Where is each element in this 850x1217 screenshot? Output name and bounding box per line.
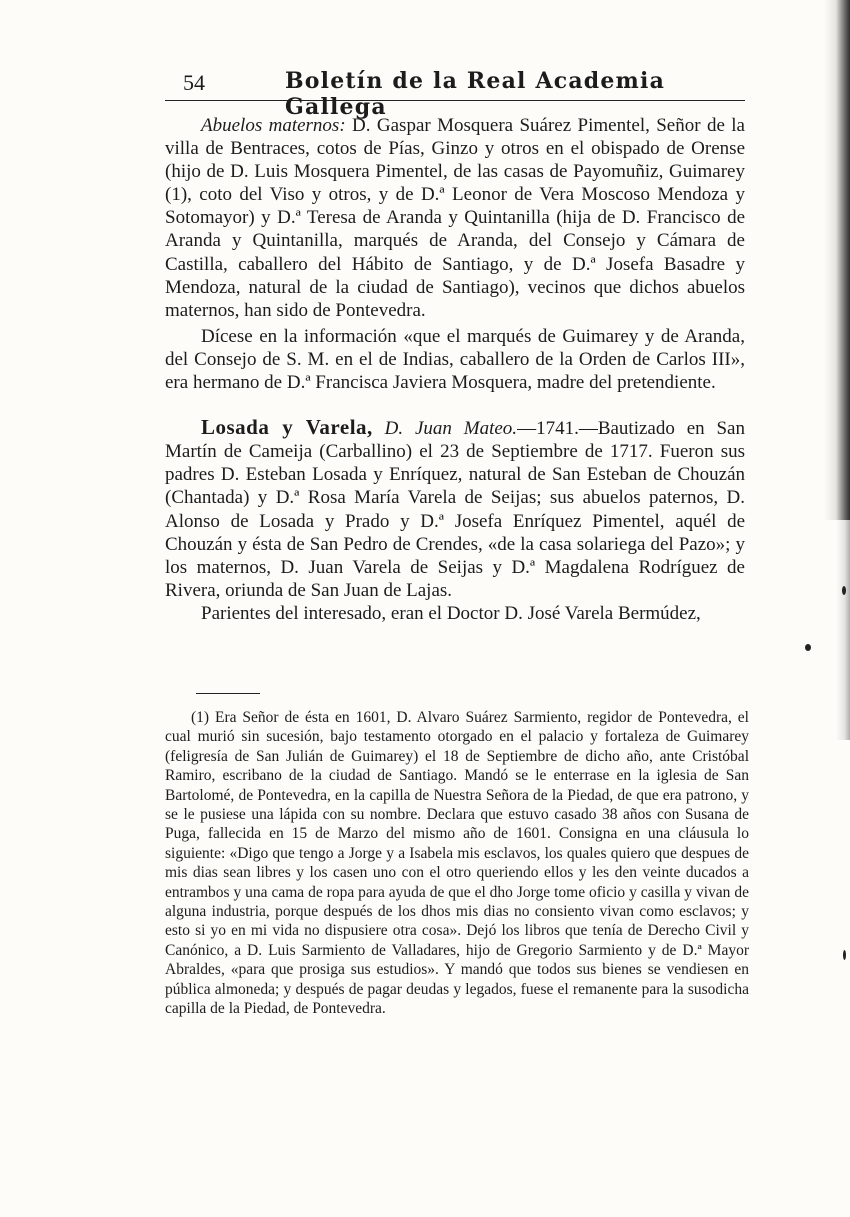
main-text bbox=[165, 114, 745, 625]
paragraph-text: Parientes del interesado, eran el Doctor D. José Varela Bermúdez, bbox=[201, 602, 701, 624]
footnote-text: (1) Era Señor de ésta en 1601, D. Alvaro Suárez Sarmiento, regidor de Pontevedra, el cual murió sin sucesión, bajo testamento otorgado en el palacio y fortaleza de Guimarey (feligresía de San Julián de Guimarey) el 18 de Septiembre de dicho año, ante Cristóbal Ramiro, escribano de la ciudad de Santiago. Mandó se le enterrase en la iglesia de San Bartolomé, de Pontevedra, en la capilla de Nuestra Señora de la Piedad, de que era patrono, y se le pusiese una lápida con su nombre. Declara que estuvo casado 38 años con Susana de Puga, fallecida en 15 de Marzo del mismo año de 1601. Consigna en una cláusula lo siguiente: «Digo que tengo a Jorge y a Isabela mis esclavos, los quales quiero que despues de mis dias sean libres y los casen uno con el otro queriendo ellos y les den veinte ducados a entrambos y una cama de ropa para ayuda de que el dho Jorge tome oficio y casilla y vivan de alguna industria, porque después de los dhos mis dias no consiento vivan como esclavos; y esto si yo en mi vida no dispusiere otra cosa». Dejó los libros que tenía de Derecho Civil y Canónico, a D. Luis Sarmiento de Valladares, hijo de Gregorio Sarmiento y de D.ª Mayor Abraldes, «para que prosiga sus estudios». Y mandó que todos sus bienes se vendiesen en pública almoneda; y después de pagar deudas y legados, fuese el remanente para la susodicha capilla de la Piedad, de Pontevedra. bbox=[165, 709, 749, 1018]
running-head: Boletín de la Real Academia Gallega bbox=[285, 68, 666, 120]
paragraph-relatives bbox=[165, 602, 745, 625]
page-number: 54 bbox=[183, 70, 205, 95]
entry-losada-varela bbox=[165, 416, 745, 602]
page-edge-shadow bbox=[824, 0, 850, 520]
ink-speck bbox=[805, 644, 811, 651]
paragraph-text: Dícese en la información «que el marqués de Guimarey y de Aranda, del Consejo de S. M. en el de Indias, caballero de la Orden de Carlos III», era hermano de D.ª Francisca Javiera Mosquera, madre del pretendiente. bbox=[165, 325, 745, 394]
ink-speck bbox=[842, 586, 846, 595]
entry-name: D. Juan Mateo. bbox=[384, 418, 518, 440]
paragraph-text: D. Gaspar Mosquera Suárez Pimentel, Señor de la villa de Bentraces, cotos de Pías, Ginzo y otros en el obispado de Orense (hijo de D. Luis Mosquera Pimentel, de las casas de Payomuñiz, Guimarey (1), coto del Viso y otros, y de D.ª Leonor de Vera Moscoso Mendoza y Sotomayor) y D.ª Teresa de Aranda y Quintanilla (hija de D. Francisco de Aranda y Quintanilla, marqués de Aranda, del Consejo y Cámara de Castilla, caballero del Hábito de Santiago, y de D.ª Josefa Basadre y Mendoza, natural de la ciudad de Santiago), vecinos que dichos abuelos maternos, han sido de Pontevedra. bbox=[165, 115, 745, 321]
footnote bbox=[165, 708, 749, 1019]
paragraph-maternal-grandparents bbox=[165, 114, 745, 322]
page-edge-shadow-lower bbox=[836, 520, 850, 740]
paragraph-text: —1741.—Bautizado en San Martín de Cameija (Carballino) el 23 de Septiembre de 1717. Fueron sus padres D. Esteban Losada y Enríquez, natural de San Esteban de Chouzán (Chantada) y D.ª Rosa María Varela de Seijas; sus abuelos paternos, D. Alonso de Losada y Prado y D.ª Josefa Enríquez Pimentel, aquél de Chouzán y ésta de San Pedro de Crendes, «de la casa solariega del Pazo»; y los maternos, D. Juan Varela de Seijas y D.ª Magdalena Rodríguez de Rivera, oriunda de San Juan de Lajas. bbox=[165, 418, 745, 601]
paragraph-lead: Abuelos maternos: bbox=[201, 115, 346, 136]
ink-speck bbox=[843, 950, 846, 960]
footnote-divider bbox=[196, 693, 260, 694]
entry-title: Losada y Varela, bbox=[201, 415, 373, 440]
paragraph-information bbox=[165, 325, 745, 394]
page-header bbox=[165, 64, 745, 120]
